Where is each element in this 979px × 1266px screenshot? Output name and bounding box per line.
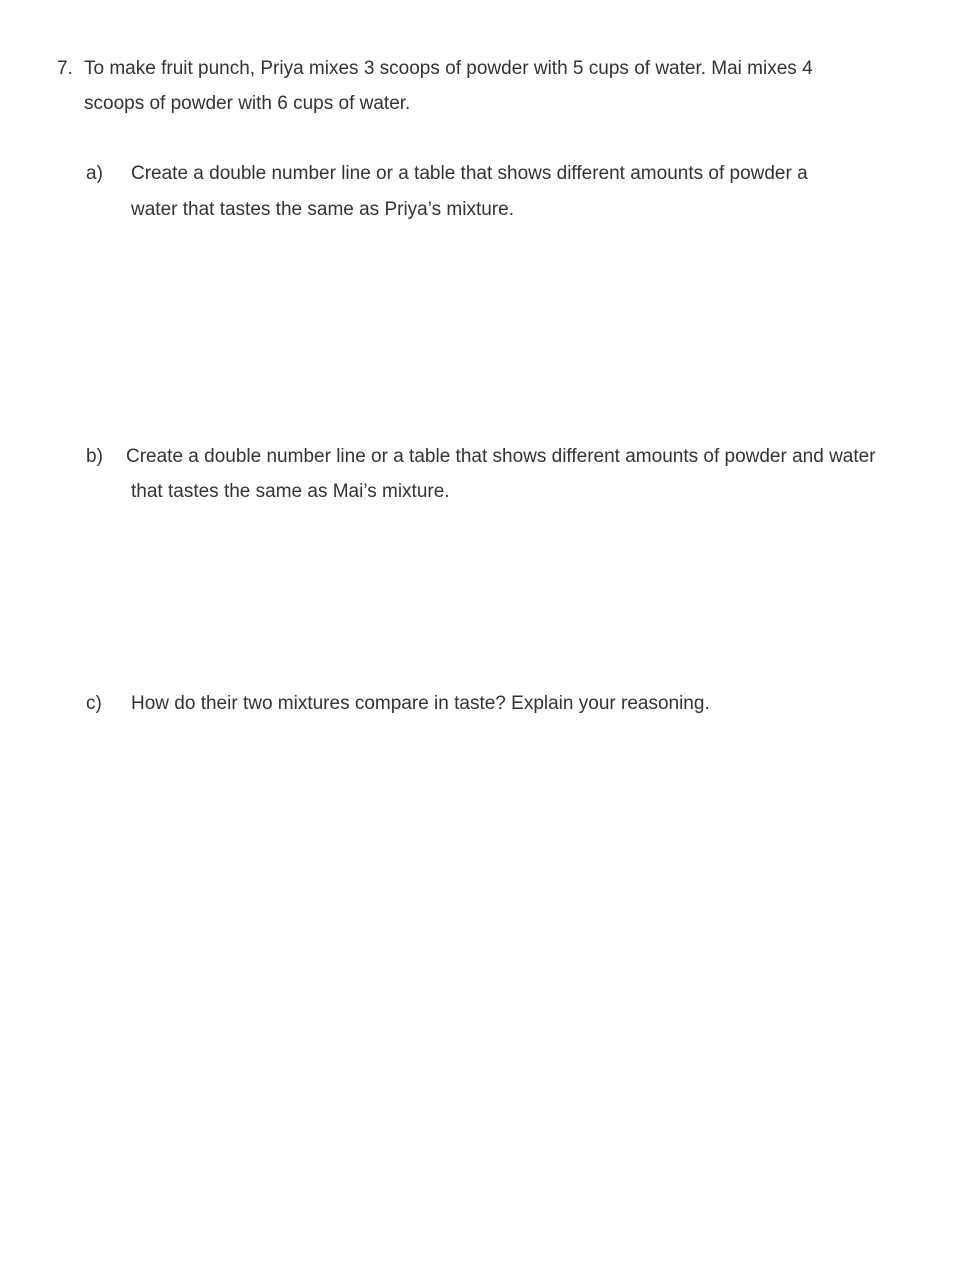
part-c-text-line-1: How do their two mixtures compare in taste? Explain your reasoning. (131, 693, 710, 714)
part-b-text-line-2: that tastes the same as Mai’s mixture. (131, 481, 450, 502)
part-b-label: b) (86, 446, 103, 467)
part-a-label: a) (86, 163, 103, 184)
part-a-text-line-1: Create a double number line or a table that shows different amounts of powder a (131, 163, 808, 184)
question-text-line-1: To make fruit punch, Priya mixes 3 scoops of powder with 5 cups of water. Mai mixes 4 (84, 58, 813, 79)
question-text-line-2: scoops of powder with 6 cups of water. (84, 93, 411, 114)
part-b-text-line-1: Create a double number line or a table that shows different amounts of powder and water (126, 446, 876, 467)
part-a-text-line-2: water that tastes the same as Priya’s mixture. (131, 199, 514, 220)
part-c-label: c) (86, 693, 102, 714)
question-number: 7. (57, 58, 73, 79)
